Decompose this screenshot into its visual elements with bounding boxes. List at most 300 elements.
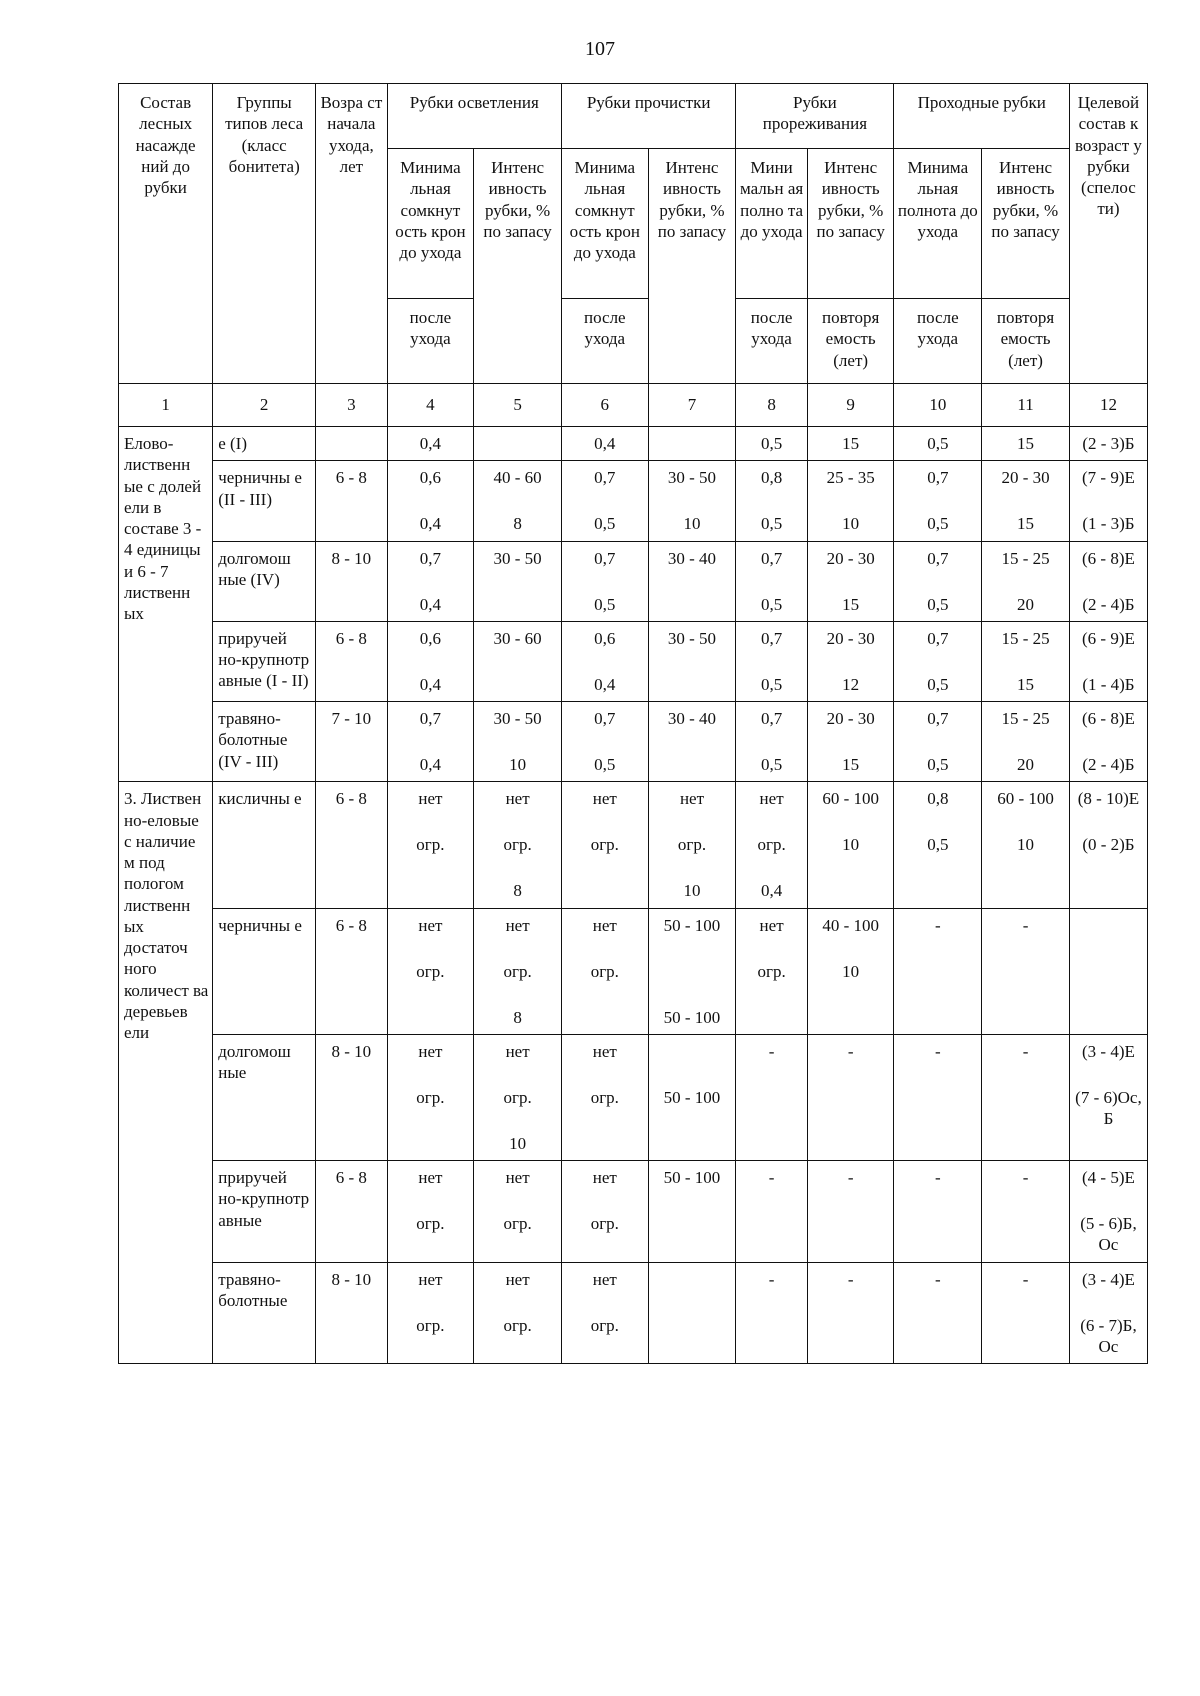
cell-value: 0,7 [760,709,783,728]
cell-value: - [934,915,941,935]
value-cell [736,621,807,701]
cell-value: (2 - 4)Б [1082,594,1135,614]
cell-value: 0,8 [760,468,783,488]
cell-value: огр. [590,1315,619,1335]
value-cell [387,621,474,701]
cell-value: 50 - 100 [663,1168,721,1187]
cell-value: нет [418,1041,443,1061]
value-cell [648,702,736,782]
cell-value: огр. [757,835,786,855]
cell-value: 0,5 [760,434,783,453]
cell-value [652,1041,733,1087]
cell-value: 30 - 40 [667,709,717,728]
header-after-care: после ухода [736,299,807,384]
value-cell [561,461,648,541]
value-cell [561,1034,648,1160]
column-number: 2 [213,384,316,427]
value-cell [807,461,894,541]
value-cell [1069,461,1147,541]
value-cell [1069,782,1147,908]
cell-value: 15 [842,594,860,614]
cell-value: 0,5 [927,594,949,614]
cell-value: 0,6 [594,628,616,648]
table-row [119,461,1148,541]
column-numbers-row [119,384,1148,427]
forest-type-cell: кисличны е [213,782,316,908]
value-cell [736,702,807,782]
forest-type-cell: приручей но-крупнотр авные [213,1161,316,1263]
cell-value: 8 - 10 [331,1041,372,1061]
header-min-closure-before: Минима льная сомкнут ость крон до ухода [561,149,648,299]
value-cell [474,541,562,621]
value-cell [894,782,982,908]
header-composition: Состав лесных насажде ний до рубки [119,84,213,384]
cell-value: 10 [509,755,527,774]
cell-value: огр. [416,1214,445,1233]
header-after-care: после ухода [561,299,648,384]
cell-value: 0,4 [419,434,442,453]
value-cell [648,1262,736,1364]
value-cell [387,461,474,541]
value-cell [736,427,807,461]
forest-type-cell: долгомош ные (IV) [213,541,316,621]
value-cell [316,908,387,1034]
value-cell [316,1262,387,1364]
cell-value: огр. [503,1214,532,1233]
cell-value: 6 - 8 [335,915,367,935]
header-start-age: Возра ст начала ухода, лет [316,84,387,384]
cell-value: 0,4 [419,594,442,614]
value-cell [736,782,807,908]
header-after-care: после ухода [894,299,982,384]
cell-value: 6 - 8 [335,468,367,488]
column-number: 5 [474,384,562,427]
cell-value: нет [592,1269,617,1289]
cell-value: 10 [683,514,701,534]
cell-value: 0,7 [927,468,949,488]
value-cell [561,908,648,1034]
forest-type-cell: черничны е (II - III) [213,461,316,541]
column-number: 1 [119,384,213,427]
cell-value: 0,5 [927,835,949,855]
header-intensity: Интенс ивность рубки, % по запасу [474,149,562,384]
cell-value: - [934,1269,941,1289]
cell-value: 0,7 [419,709,442,728]
cell-value: 10 [683,881,701,901]
value-cell [474,461,562,541]
value-cell [982,621,1070,701]
cell-value: нет [505,1269,530,1289]
cell-value: 20 - 30 [1001,468,1050,488]
forest-type-cell: е (I) [213,427,316,461]
cell-value: (2 - 3)Б [1082,434,1135,453]
value-cell [474,908,562,1034]
cell-value: 0,7 [760,628,783,648]
cell-value: - [934,1041,941,1061]
cell-value: огр. [416,835,445,855]
cell-value: 8 [513,1007,522,1027]
value-cell [1069,1161,1147,1263]
cell-value: (6 - 7)Б, Ос [1080,1315,1137,1356]
cell-value: нет [418,789,443,809]
page-number: 107 [585,38,615,60]
cell-value: 10 [509,1133,527,1153]
cell-value: нет [505,1168,530,1187]
value-cell [561,702,648,782]
table-row [119,702,1148,782]
cell-value: (8 - 10)Е [1077,789,1140,809]
cell-value: 8 - 10 [331,1269,372,1289]
cell-value: (5 - 6)Б, Ос [1080,1214,1137,1255]
cell-value: - [1022,1269,1029,1289]
value-cell [316,461,387,541]
value-cell [736,541,807,621]
value-cell [982,1161,1070,1263]
cell-value: - [768,1041,775,1061]
value-cell [1069,1262,1147,1364]
value-cell [561,621,648,701]
cell-value: - [1022,1041,1029,1061]
value-cell [736,1034,807,1160]
cell-value: нет [505,789,530,809]
cell-value: 0,4 [419,514,442,534]
cell-value: - [934,1168,941,1187]
cell-value: 0,4 [760,881,783,901]
cell-value: - [768,1269,775,1289]
value-cell [316,702,387,782]
forest-type-cell: травяно-болотные [213,1262,316,1364]
value-cell [807,1262,894,1364]
cell-value: огр. [503,1087,532,1107]
cell-value: (7 - 9)Е [1082,468,1135,488]
value-cell [387,1034,474,1160]
cell-value: - [1022,1168,1029,1187]
header-min-density-before: Мини мальн ая полно та до ухода [736,149,807,299]
value-cell [807,621,894,701]
cell-value: 20 [1017,594,1035,614]
cell-value: 0,7 [594,709,616,728]
cell-value: огр. [590,961,619,981]
cell-value: 0,7 [927,709,949,728]
cell-value: 0,7 [927,628,949,648]
value-cell [982,427,1070,461]
value-cell [474,1161,562,1263]
value-cell [648,1161,736,1263]
value-cell [894,1262,982,1364]
value-cell [1069,621,1147,701]
cell-value: огр. [503,1315,532,1335]
value-cell [982,908,1070,1034]
value-cell [736,461,807,541]
header-group-clearing: Рубки осветления [387,84,561,149]
value-cell [1069,541,1147,621]
cell-value: 60 - 100 [822,789,879,809]
cell-value: 30 - 50 [493,709,542,728]
cell-value: - [847,1269,854,1289]
stand-composition-cell: Елово-лиственн ые с долей ели в составе 3 - 4 единицы и 6 - 7 лиственн ых [119,427,213,782]
value-cell [648,782,736,908]
value-cell [648,427,736,461]
value-cell [561,541,648,621]
cell-value: 10 [842,514,860,534]
value-cell [982,461,1070,541]
cell-value: 0,4 [419,755,442,774]
cell-value: (3 - 4)Е [1082,1041,1135,1061]
table-row [119,782,1148,908]
value-cell [894,541,982,621]
cell-value: (2 - 4)Б [1082,755,1135,774]
value-cell [474,1262,562,1364]
cell-value: 30 - 60 [493,628,542,648]
cell-value: 8 [513,881,522,901]
header-target-composition: Целевой состав к возраст у рубки (спелос ти) [1069,84,1147,384]
cell-value: 30 - 40 [667,548,717,568]
header-min-closure-before: Минима льная сомкнут ость крон до ухода [387,149,474,299]
cell-value: 0,7 [760,548,783,568]
cell-value: нет [505,915,530,935]
header-group-cleaning: Рубки прочистки [561,84,735,149]
value-cell [387,1262,474,1364]
cell-value: огр. [590,1214,619,1233]
cell-value: (3 - 4)Е [1082,1269,1135,1289]
table-row [119,908,1148,1034]
column-number: 9 [807,384,894,427]
value-cell [807,1034,894,1160]
header-min-density-before: Минима льная полнота до ухода [894,149,982,299]
cell-value: нет [418,915,443,935]
value-cell [807,908,894,1034]
column-number: 11 [982,384,1070,427]
cell-value: 10 [842,835,860,855]
cell-value: 0,5 [760,594,783,614]
value-cell [1069,1034,1147,1160]
value-cell [1069,908,1147,1034]
cell-value: 0,5 [760,755,783,774]
value-cell [561,1262,648,1364]
cell-value: 0,7 [927,548,949,568]
cell-value: 8 - 10 [331,548,372,568]
value-cell [982,782,1070,908]
value-cell [474,702,562,782]
value-cell [736,908,807,1034]
cell-value: 0,5 [927,514,949,534]
value-cell [894,702,982,782]
value-cell [807,541,894,621]
column-number: 6 [561,384,648,427]
column-number: 7 [648,384,736,427]
cell-value: 50 - 100 [663,915,721,935]
cell-value: 20 - 30 [826,709,875,728]
value-cell [807,427,894,461]
value-cell [316,782,387,908]
cell-value: 12 [842,674,860,694]
cell-value: нет [679,789,705,809]
header-repeat-interval: повторя емость (лет) [982,299,1070,384]
value-cell [387,782,474,908]
cell-value: 6 - 8 [335,628,367,648]
value-cell [648,1034,736,1160]
value-cell [807,1161,894,1263]
cell-value: - [768,1168,775,1187]
forest-type-cell: долгомош ные [213,1034,316,1160]
cell-value: (6 - 9)Е [1082,628,1135,648]
cell-value: нет [418,1269,443,1289]
forest-type-cell: черничны е [213,908,316,1034]
table-row [119,621,1148,701]
cell-value: нет [592,1041,617,1061]
value-cell [648,461,736,541]
cell-value: 0,5 [594,594,616,614]
cell-value: 15 [842,434,860,453]
cell-value: 40 - 100 [822,915,879,935]
value-cell [316,621,387,701]
cell-value: 30 - 50 [667,628,717,648]
value-cell [1069,427,1147,461]
cell-value: 0,6 [419,628,442,648]
cell-value: 0,5 [927,755,949,774]
column-number: 10 [894,384,982,427]
table-row [119,541,1148,621]
cell-value: огр. [590,1087,619,1107]
cell-value: 15 - 25 [1001,628,1050,648]
cell-value: 20 - 30 [826,548,875,568]
cell-value: 15 - 25 [1001,709,1050,728]
cell-value: 30 - 50 [667,468,717,488]
cell-value: 0,5 [594,514,616,534]
value-cell [807,702,894,782]
cell-value: 0,5 [927,434,949,453]
cell-value: нет [505,1041,530,1061]
cell-value: (0 - 2)Б [1082,835,1135,855]
value-cell [387,908,474,1034]
forest-type-cell: травяно-болотные (IV - III) [213,702,316,782]
value-cell [648,621,736,701]
cell-value: - [847,1041,854,1061]
cell-value: 0,4 [594,434,616,453]
value-cell [894,908,982,1034]
value-cell [316,1034,387,1160]
value-cell [807,782,894,908]
cell-value: (4 - 5)Е [1082,1168,1135,1187]
cell-value: 7 - 10 [331,709,372,728]
cell-value: 15 [1017,434,1035,453]
header-intensity: Интенс ивность рубки, % по запасу [982,149,1070,299]
value-cell [387,427,474,461]
value-cell [982,702,1070,782]
value-cell [387,1161,474,1263]
cell-value: огр. [590,835,619,855]
value-cell [474,621,562,701]
value-cell [648,908,736,1034]
header-after-care: после ухода [387,299,474,384]
value-cell [316,541,387,621]
cell-value: 10 [1017,835,1035,855]
cell-value: (1 - 3)Б [1082,514,1135,534]
cell-value: 6 - 8 [335,1168,367,1187]
value-cell [894,1161,982,1263]
value-cell [474,782,562,908]
value-cell [736,1262,807,1364]
cell-value: - [1022,915,1029,935]
stand-composition-cell: 3. Листвен но-еловые с наличие м под пологом лиственн ых достаточ ного количест ва деревьев ели [119,782,213,1364]
value-cell [316,1161,387,1263]
header-group-thinning: Рубки прореживания [736,84,894,149]
value-cell [561,1161,648,1263]
header-intensity: Интенс ивность рубки, % по запасу [648,149,736,384]
header-intensity: Интенс ивность рубки, % по запасу [807,149,894,299]
header-forest-type-groups: Группы типов леса (класс бонитета) [213,84,316,384]
table-row [119,1262,1148,1364]
value-cell [982,1262,1070,1364]
cell-value: 20 [1017,755,1035,774]
value-cell [474,1034,562,1160]
cell-value: нет [592,789,617,809]
cell-value: - [847,1168,854,1187]
cell-value: 0,6 [419,468,442,488]
cell-value: 0,5 [760,514,783,534]
cell-value: 0,7 [594,468,616,488]
cell-value: 0,4 [594,674,616,694]
value-cell [982,541,1070,621]
value-cell [474,427,562,461]
cell-value: огр. [416,1087,445,1107]
cell-value: 0,5 [594,755,616,774]
cell-value: 25 - 35 [826,468,875,488]
table-row [119,1161,1148,1263]
header-group-passage-cutting: Проходные рубки [894,84,1069,149]
value-cell [1069,702,1147,782]
cell-value: 0,4 [419,674,442,694]
value-cell [894,621,982,701]
cell-value: огр. [677,835,707,855]
value-cell [894,427,982,461]
value-cell [894,1034,982,1160]
cell-value: огр. [416,1315,445,1335]
cell-value: 0,7 [594,548,616,568]
table-row [119,1034,1148,1160]
cell-value: нет [592,1168,617,1187]
cell-value: 10 [842,961,860,981]
table-row [119,427,1148,461]
cell-value: 0,5 [927,674,949,694]
cell-value: (6 - 8)Е [1082,709,1135,728]
cell-value [652,961,733,1007]
value-cell [736,1161,807,1263]
cell-value: огр. [757,961,786,981]
cell-value: 60 - 100 [997,789,1054,809]
cell-value: (1 - 4)Б [1082,674,1135,694]
value-cell [561,782,648,908]
cell-value: огр. [503,961,532,981]
cell-value: 0,7 [419,548,442,568]
cell-value: 15 [1017,514,1035,534]
cell-value: нет [759,789,784,809]
value-cell [387,541,474,621]
column-number: 3 [316,384,387,427]
value-cell [316,427,387,461]
thinning-table [118,83,1148,1364]
cell-value: нет [418,1168,443,1187]
cell-value: 0,5 [760,674,783,694]
column-number: 8 [736,384,807,427]
forest-type-cell: приручей но-крупнотр авные (I - II) [213,621,316,701]
cell-value: 0,8 [927,789,949,809]
cell-value: 50 - 100 [663,1007,721,1027]
value-cell [894,461,982,541]
cell-value: огр. [416,961,445,981]
column-number: 4 [387,384,474,427]
cell-value: 15 [842,755,860,774]
